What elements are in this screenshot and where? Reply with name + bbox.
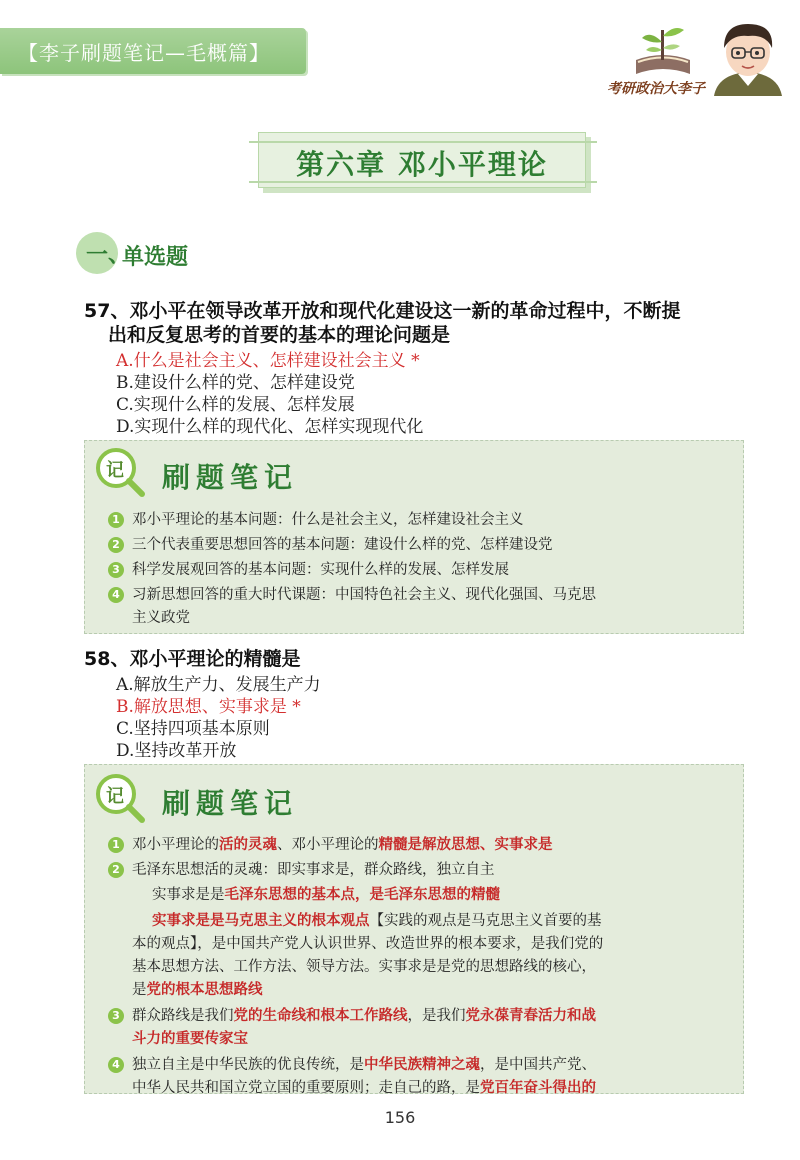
- question-58-option-d: D.坚持改革开放: [116, 741, 237, 761]
- header-tab: [0, 28, 306, 74]
- question-58-option-c: C.坚持四项基本原则: [116, 719, 270, 739]
- question-57-stem-line2: 出和反复思考的首要的基本的理论问题是: [108, 324, 451, 346]
- page-number: 156: [384, 1108, 416, 1127]
- note2-line-5: 本的观点】，是中国共产党人认识世界、改造世界的根本要求，是我们党的: [132, 936, 604, 952]
- note1-item-4: 4 习新思想回答的重大时代课题：中国特色社会主义、现代化强国、马克思: [108, 583, 596, 604]
- note-title-1: 刷题笔记: [162, 461, 299, 494]
- question-57-option-b: B.建设什么样的党、怎样建设党: [116, 373, 355, 393]
- note2-line-4: 实事求是是马克思主义的根本观点【实践的观点是马克思主义首要的基: [152, 912, 602, 929]
- note1-item-4-continuation: 主义政党: [132, 610, 190, 626]
- note2-line-6: 基本思想方法、工作方法、领导方法。实事求是是党的思想路线的核心，: [132, 959, 596, 975]
- note1-item-3: 3 科学发展观回答的基本问题：实现什么样的发展、怎样发展: [108, 558, 509, 579]
- author-avatar: [708, 16, 788, 96]
- note2-line-8: 3 群众路线是我们党的生命线和根本工作路线，是我们党永葆青春活力和战: [108, 1004, 596, 1025]
- note1-item-1: 1 邓小平理论的基本问题：什么是社会主义，怎样建设社会主义: [108, 508, 524, 529]
- note-icon-label: 记: [106, 786, 124, 807]
- question-57-option-c: C.实现什么样的发展、怎样发展: [116, 395, 355, 415]
- note2-line-9: 斗力的重要传家宝: [132, 1030, 248, 1047]
- question-58-option-a: A.解放生产力、发展生产力: [116, 675, 321, 695]
- note2-line-1: 1 邓小平理论的活的灵魂、邓小平理论的精髓是解放思想、实事求是: [108, 833, 553, 854]
- question-58-stem: 58、邓小平理论的精髓是: [84, 648, 301, 670]
- note1-item-2: 2 三个代表重要思想回答的基本问题：建设什么样的党、怎样建设党: [108, 533, 553, 554]
- note2-line-11: 中华人民共和国立党立国的重要原则；走自己的路，是党百年奋斗得出的: [132, 1079, 596, 1096]
- note-title-2: 刷题笔记: [162, 787, 299, 820]
- chapter-title: 第六章 邓小平理论: [296, 148, 548, 181]
- note2-line-10: 4 独立自主是中华民族的优良传统，是中华民族精神之魂，是中国共产党、: [108, 1053, 596, 1074]
- section-number: 一、: [86, 242, 131, 268]
- section-title: 单选题: [122, 245, 189, 270]
- question-57-option-d: D.实现什么样的现代化、怎样实现现代化: [116, 417, 424, 437]
- chapter-title-box: [258, 132, 586, 188]
- note-icon-label: 记: [106, 460, 124, 481]
- question-58-option-b: B.解放思想、实事求是 *: [116, 697, 301, 717]
- note2-line-7: 是党的根本思想路线: [132, 981, 263, 998]
- question-57-option-a: A.什么是社会主义、怎样建设社会主义 *: [116, 351, 420, 371]
- note2-line-3: 实事求是是毛泽东思想的基本点，是毛泽东思想的精髓: [152, 886, 500, 903]
- question-57-stem-line1: 57、邓小平在领导改革开放和现代化建设这一新的革命过程中，不断提: [84, 300, 681, 322]
- brand-name: 考研政治大李子: [607, 81, 705, 97]
- book-plant-logo-icon: [628, 20, 698, 78]
- header-title: 【李子刷题笔记—毛概篇】: [18, 41, 270, 65]
- note2-line-2: 2 毛泽东思想活的灵魂：即实事求是，群众路线，独立自主: [108, 858, 495, 879]
